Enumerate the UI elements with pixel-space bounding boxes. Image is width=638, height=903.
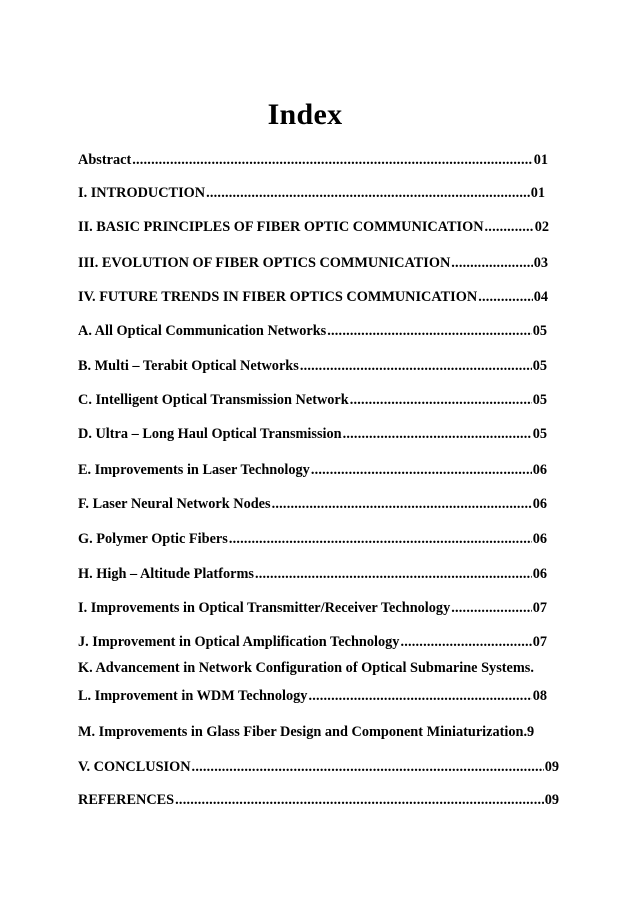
toc-entry-page: 03	[533, 255, 548, 271]
toc-entry-g[interactable]	[78, 530, 547, 548]
toc-entry-page: 09	[544, 792, 559, 808]
toc-entry-page: 06	[532, 462, 547, 478]
toc-entry-label: J. Improvement in Optical Amplification Technology	[78, 634, 400, 650]
toc-entry-basic-principles[interactable]	[78, 218, 549, 236]
toc-entry-label: E. Improvements in Laser Technology	[78, 462, 310, 478]
toc-entry-f[interactable]	[78, 495, 547, 513]
toc-entry-label: H. High – Altitude Platforms	[78, 566, 254, 582]
toc-entry-label: B. Multi – Terabit Optical Networks	[78, 358, 299, 374]
toc-entry-m[interactable]	[78, 723, 564, 741]
toc-entry-introduction[interactable]	[78, 184, 545, 202]
dot-leader	[229, 530, 532, 548]
toc-entry-d[interactable]	[78, 425, 547, 443]
toc-entry-label: IV. FUTURE TRENDS IN FIBER OPTICS COMMUNICATION	[78, 289, 478, 305]
toc-entry-future-trends[interactable]	[78, 288, 548, 306]
dot-leader	[272, 495, 532, 513]
toc-entry-label: M. Improvements in Glass Fiber Design and Component Miniaturization.	[78, 724, 528, 740]
dot-leader	[400, 633, 531, 651]
dot-leader	[255, 565, 532, 583]
toc-entry-b[interactable]	[78, 357, 547, 375]
toc-entry-k[interactable]	[78, 659, 568, 677]
toc-entry-page: 01	[533, 152, 548, 168]
dot-leader	[478, 288, 533, 306]
toc-entry-label: REFERENCES	[78, 792, 175, 808]
toc-entry-label: I. Improvements in Optical Transmitter/Receiver Technology	[78, 600, 451, 616]
toc-entry-label: III. EVOLUTION OF FIBER OPTICS COMMUNICATION	[78, 255, 451, 271]
toc-entry-evolution[interactable]	[78, 254, 548, 272]
toc-entry-label: F. Laser Neural Network Nodes	[78, 496, 271, 512]
toc-entry-abstract[interactable]	[78, 151, 548, 169]
toc-entry-page: 09	[544, 759, 559, 775]
toc-entry-a[interactable]	[78, 322, 547, 340]
toc-entry-label: Abstract	[78, 152, 132, 168]
toc-entry-page: 9	[527, 724, 535, 740]
dot-leader	[206, 184, 530, 202]
toc-entry-page: 07	[532, 600, 547, 616]
toc-entry-page: 05	[532, 358, 547, 374]
toc-entry-page: 06	[532, 566, 547, 582]
dot-leader	[451, 254, 532, 272]
toc-entry-c[interactable]	[78, 391, 547, 409]
dot-leader	[343, 425, 532, 443]
dot-leader	[311, 461, 532, 479]
dot-leader	[132, 151, 533, 169]
toc-entry-label: L. Improvement in WDM Technology	[78, 688, 308, 704]
toc-entry-conclusion[interactable]	[78, 758, 559, 776]
toc-entry-page: 04	[533, 289, 548, 305]
dot-leader	[485, 218, 534, 236]
toc-entry-label: G. Polymer Optic Fibers	[78, 531, 228, 547]
toc-entry-i[interactable]	[78, 599, 547, 617]
dot-leader	[192, 758, 544, 776]
toc-entry-page: 01	[530, 185, 545, 201]
toc-entry-label: C. Intelligent Optical Transmission Network	[78, 392, 349, 408]
toc-entry-l[interactable]	[78, 687, 547, 705]
toc-entry-j[interactable]	[78, 633, 547, 651]
toc-entry-e[interactable]	[78, 461, 547, 479]
toc-entry-label: A. All Optical Communication Networks	[78, 323, 327, 339]
toc-entry-label: I. INTRODUCTION	[78, 185, 206, 201]
toc-entry-label: II. BASIC PRINCIPLES OF FIBER OPTIC COMMUNICATION	[78, 219, 484, 235]
toc-entry-page: 05	[532, 392, 547, 408]
dot-leader	[451, 599, 531, 617]
toc-entry-label: D. Ultra – Long Haul Optical Transmission	[78, 426, 342, 442]
toc-entry-references[interactable]	[78, 791, 559, 809]
toc-entry-page: 07	[532, 634, 547, 650]
toc-entry-page: 02	[534, 219, 549, 235]
toc-entry-label: K. Advancement in Network Configuration of Optical Submarine Systems.	[78, 660, 534, 676]
dot-leader	[327, 322, 531, 340]
dot-leader	[308, 687, 531, 705]
dot-leader	[175, 791, 544, 809]
toc-entry-page: 06	[532, 496, 547, 512]
toc-entry-label: V. CONCLUSION	[78, 759, 191, 775]
toc-entry-page: 08	[532, 688, 547, 704]
dot-leader	[350, 391, 532, 409]
page-title: Index	[267, 98, 343, 131]
toc-entry-h[interactable]	[78, 565, 547, 583]
dot-leader	[300, 357, 532, 375]
toc-entry-page: 05	[532, 323, 547, 339]
toc-entry-page: 06	[532, 531, 547, 547]
toc-entry-page: 05	[532, 426, 547, 442]
